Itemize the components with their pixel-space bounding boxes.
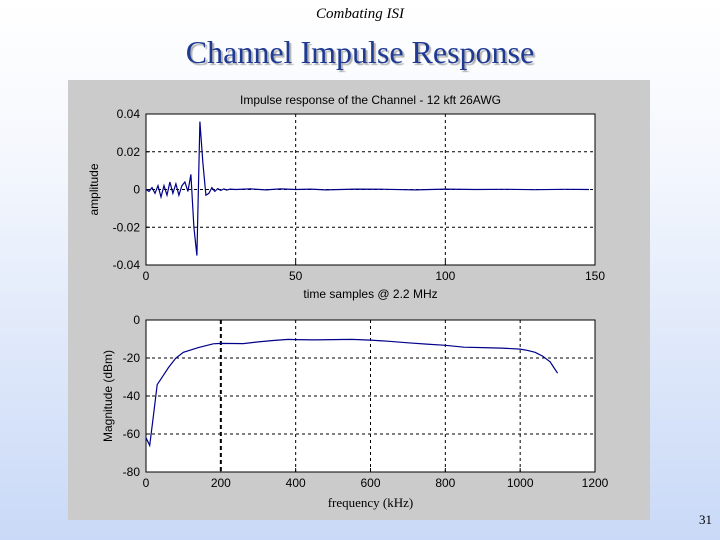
impulse-y-tick-label: -0.02 xyxy=(112,220,140,235)
figure-canvas xyxy=(68,80,650,520)
magnitude-x-tick-label: 200 xyxy=(210,476,231,490)
impulse-x-tick-label: 50 xyxy=(288,269,303,283)
magnitude-x-tick-label: 400 xyxy=(285,476,306,490)
magnitude-y-tick-label: -40 xyxy=(122,389,140,403)
magnitude-x-tick-label: 1200 xyxy=(581,476,609,490)
magnitude-chart xyxy=(101,313,609,510)
impulse-x-tick-label: 100 xyxy=(435,269,456,283)
impulse-x-tick-label: 0 xyxy=(142,269,150,283)
magnitude-x-tick-label: 1000 xyxy=(506,476,534,490)
impulse-x-tick-label: 150 xyxy=(584,269,606,283)
impulse-y-axis-label: amplitude xyxy=(87,163,101,216)
impulse-y-ticks xyxy=(113,107,150,272)
magnitude-x-tick-label: 600 xyxy=(360,476,381,490)
magnitude-x-tick-label: 0 xyxy=(142,476,150,490)
magnitude-y-tick-label: 0 xyxy=(133,313,140,327)
impulse-y-tick-label: -0.04 xyxy=(112,258,140,272)
page-number: 31 xyxy=(699,512,712,527)
impulse-y-tick-label: 0.04 xyxy=(116,107,140,121)
figure-panel xyxy=(68,80,650,520)
impulse-x-axis-label: time samples @ 2.2 MHz xyxy=(303,287,438,301)
impulse-y-tick-label: 0.02 xyxy=(116,144,140,159)
magnitude-x-axis-label: frequency (kHz) xyxy=(327,495,414,510)
magnitude-y-tick-label: -60 xyxy=(122,427,140,441)
slide-title: Channel Impulse Response xyxy=(185,34,535,70)
impulse-y-tick-label: 0 xyxy=(133,182,140,197)
magnitude-y-tick-label: -80 xyxy=(122,465,140,479)
magnitude-x-tick-label: 800 xyxy=(435,476,456,490)
magnitude-y-axis-label: Magnitude (dBm) xyxy=(101,349,115,443)
magnitude-y-tick-label: -20 xyxy=(122,351,140,365)
impulse-chart-title: Impulse response of the Channel - 12 kft 26AWG xyxy=(239,93,502,107)
slide-header: Combating ISI xyxy=(316,6,404,22)
impulse-response-chart xyxy=(87,93,605,301)
